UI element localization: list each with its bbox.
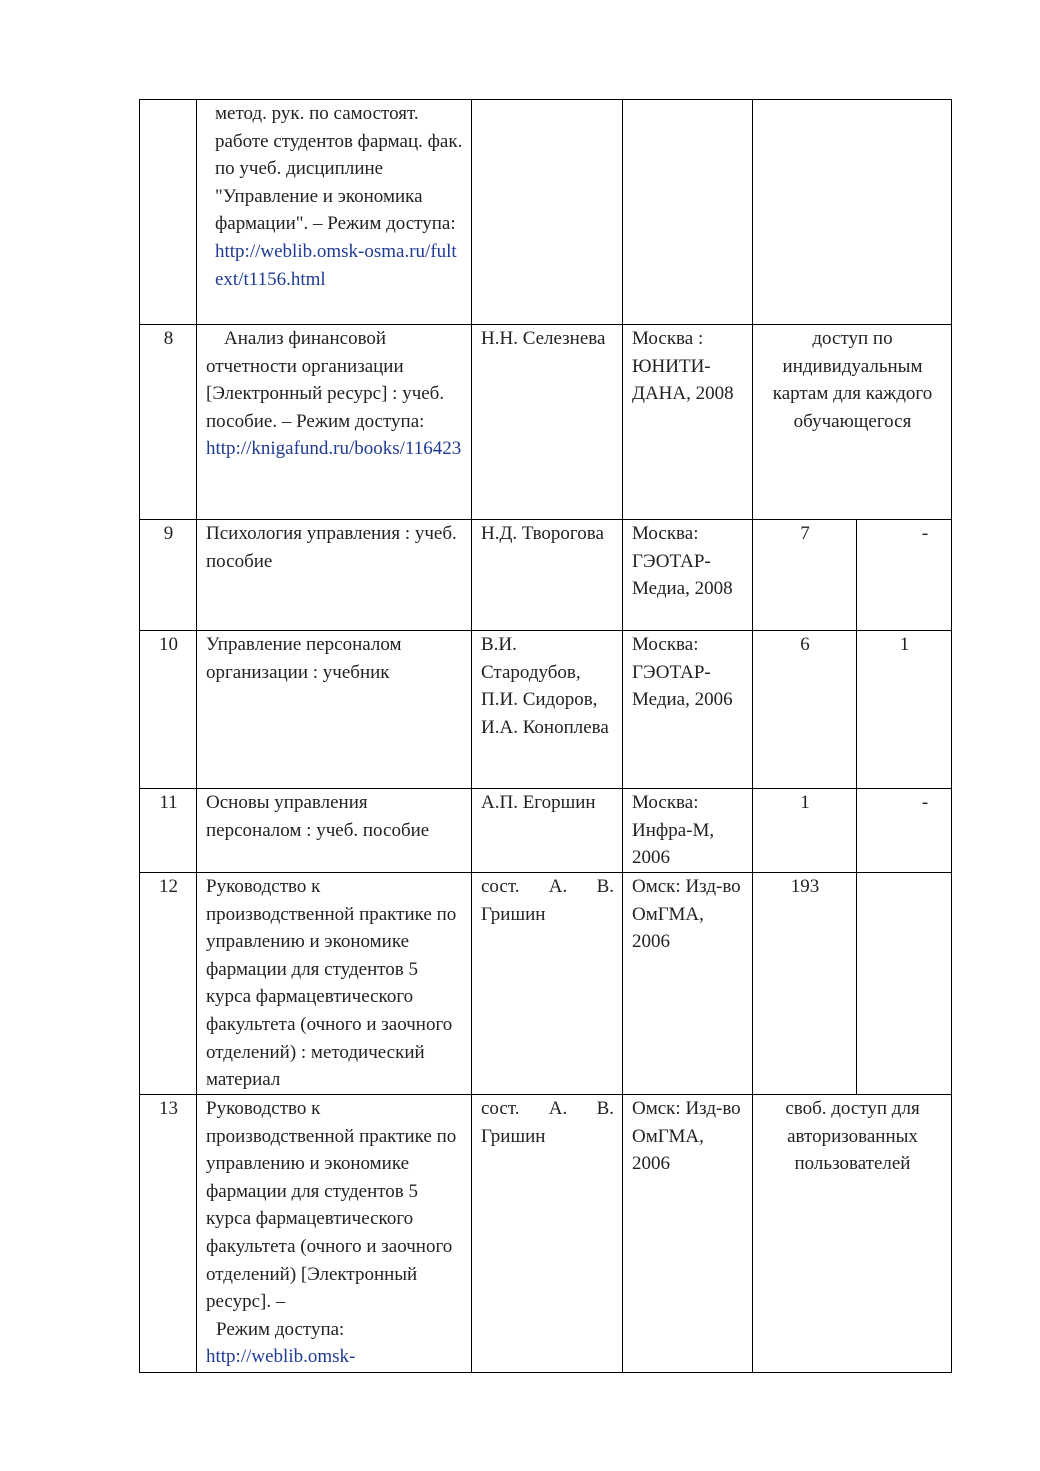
publisher-cell: Омск: Изд-во ОмГМА, 2006 xyxy=(623,873,753,1095)
publisher-cell: Москва: ГЭОТАР-Медиа, 2006 xyxy=(623,631,753,789)
author-cell: Н.Н. Селезнева xyxy=(472,325,623,520)
table-row xyxy=(140,325,952,520)
copies-extra-cell: - xyxy=(857,520,952,631)
author-cell: В.И. Стародубов, П.И. Сидоров, И.А. Коноплева xyxy=(472,631,623,789)
author-line: Гришин xyxy=(481,903,546,925)
title-cell xyxy=(197,1095,472,1373)
table-row xyxy=(140,789,952,873)
table-row xyxy=(140,1095,952,1373)
publisher-cell: Омск: Изд-во ОмГМА, 2006 xyxy=(623,1095,753,1373)
row-number: 9 xyxy=(140,520,197,631)
copies-cell: 7 xyxy=(753,520,857,631)
row-number xyxy=(140,100,197,325)
title-text: Анализ финансовой отчетности организации [Электронный ресурс] : учеб. пособие. – Режим доступа: xyxy=(206,328,445,432)
title-cell: Психология управления : учеб. пособие xyxy=(197,520,472,631)
table-row xyxy=(140,873,952,1095)
title-cell xyxy=(197,100,472,325)
row-number: 13 xyxy=(140,1095,197,1373)
copies-extra-cell: 1 xyxy=(857,631,952,789)
publisher-cell xyxy=(623,100,753,325)
row-number: 11 xyxy=(140,789,197,873)
literature-table xyxy=(139,99,952,1373)
author-cell xyxy=(472,873,623,1095)
author-cell: А.П. Егоршин xyxy=(472,789,623,873)
row-number: 12 xyxy=(140,873,197,1095)
resource-link[interactable]: http://weblib.omsk- xyxy=(206,1346,356,1368)
title-text: метод. рук. по самостоят. работе студентов фармац. фак. по учеб. дисциплине "Управление и экономика фармации". – Режим доступа: xyxy=(215,103,463,235)
resource-link[interactable]: http://knigafund.ru/books/116423 xyxy=(206,438,462,460)
availability-cell xyxy=(753,100,952,325)
title-cell: Управление персоналом организации : учебник xyxy=(197,631,472,789)
table-row xyxy=(140,520,952,631)
author-cell: Н.Д. Творогова xyxy=(472,520,623,631)
title-cell xyxy=(197,325,472,520)
copies-cell: 1 xyxy=(753,789,857,873)
table-row xyxy=(140,100,952,325)
copies-extra-cell xyxy=(857,873,952,1095)
access-cell: доступ по индивидуальным картам для каждого обучающегося xyxy=(753,325,952,520)
publisher-cell: Москва: ГЭОТАР-Медиа, 2008 xyxy=(623,520,753,631)
publisher-cell: Москва: Инфра-М, 2006 xyxy=(623,789,753,873)
author-cell xyxy=(472,100,623,325)
copies-cell: 193 xyxy=(753,873,857,1095)
table-row xyxy=(140,631,952,789)
author-line: сост. А. В. xyxy=(481,1098,614,1119)
row-number: 8 xyxy=(140,325,197,520)
author-cell xyxy=(472,1095,623,1373)
publisher-cell: Москва : ЮНИТИ-ДАНА, 2008 xyxy=(623,325,753,520)
access-cell: своб. доступ для авторизованных пользователей xyxy=(753,1095,952,1373)
title-text-cont: Режим доступа: xyxy=(216,1318,345,1340)
copies-extra-cell: - xyxy=(857,789,952,873)
resource-link[interactable]: http://weblib.omsk-osma.ru/fultext/t1156.html xyxy=(215,240,457,290)
title-text: Руководство к производственной практике по управлению и экономике фармации для студентов 5 курса фармацевтического факультета (очного и заочного отделений) [Электронный ресурс]. – xyxy=(206,1098,457,1313)
row-number: 10 xyxy=(140,631,197,789)
author-line: Гришин xyxy=(481,1125,546,1147)
title-cell: Руководство к производственной практике по управлению и экономике фармации для студентов 5 курса фармацевтического факультета (очного и заочного отделений) : методический материал xyxy=(197,873,472,1095)
copies-cell: 6 xyxy=(753,631,857,789)
author-line: сост. А. В. xyxy=(481,876,614,897)
title-cell: Основы управления персоналом : учеб. пособие xyxy=(197,789,472,873)
